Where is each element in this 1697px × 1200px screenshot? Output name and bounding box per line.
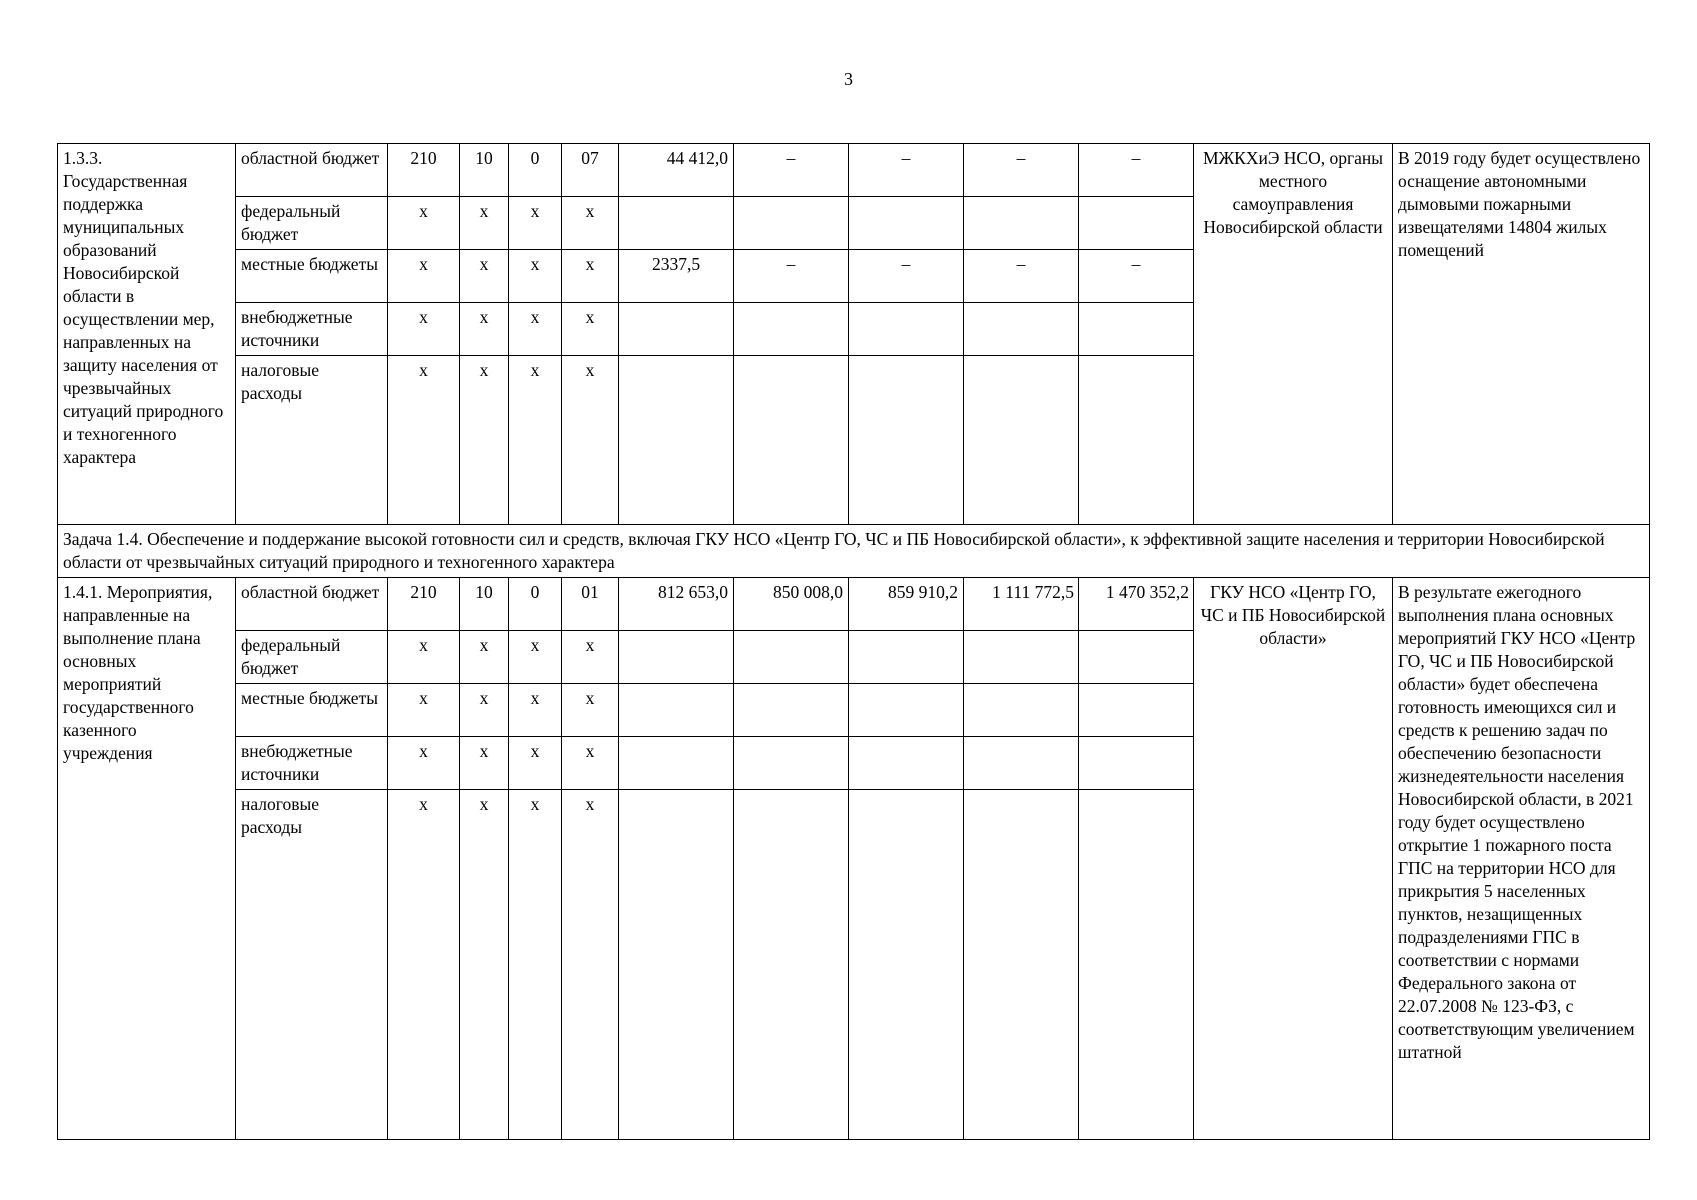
code-cell: х	[509, 303, 562, 356]
amount-cell	[849, 684, 964, 737]
funding-source: налоговые расходы	[236, 356, 388, 525]
code-cell: 01	[562, 578, 619, 631]
amount-cell: –	[964, 250, 1079, 303]
amount-cell	[619, 197, 734, 250]
code-cell: х	[509, 356, 562, 525]
code-cell: 10	[460, 578, 509, 631]
amount-cell	[849, 790, 964, 1140]
amount-cell	[964, 197, 1079, 250]
amount-cell	[734, 356, 849, 525]
executor-cell: ГКУ НСО «Центр ГО, ЧС и ПБ Новосибирской области»	[1194, 578, 1393, 1140]
amount-cell	[964, 631, 1079, 684]
code-cell: х	[460, 631, 509, 684]
code-cell: х	[460, 356, 509, 525]
code-cell: х	[562, 684, 619, 737]
funding-source: местные бюджеты	[236, 684, 388, 737]
code-cell: х	[509, 684, 562, 737]
funding-source: областной бюджет	[236, 144, 388, 197]
code-cell: х	[460, 197, 509, 250]
amount-cell: –	[1079, 250, 1194, 303]
amount-cell	[619, 631, 734, 684]
amount-cell	[734, 197, 849, 250]
amount-cell	[1079, 303, 1194, 356]
amount-cell	[1079, 356, 1194, 525]
funding-source: внебюджетные источники	[236, 737, 388, 790]
amount-cell: –	[849, 144, 964, 197]
code-cell: х	[562, 250, 619, 303]
amount-cell	[619, 303, 734, 356]
amount-cell	[964, 684, 1079, 737]
code-cell: х	[562, 197, 619, 250]
code-cell: х	[388, 197, 460, 250]
code-cell: х	[388, 737, 460, 790]
funding-source: областной бюджет	[236, 578, 388, 631]
amount-cell	[734, 631, 849, 684]
code-cell: х	[562, 303, 619, 356]
activity-name: 1.4.1. Мероприятия, направленные на выполнение плана основных мероприятий государственного казенного учреждения	[58, 578, 236, 1140]
funding-source: федеральный бюджет	[236, 631, 388, 684]
amount-cell	[1079, 684, 1194, 737]
amount-cell: 2337,5	[619, 250, 734, 303]
code-cell: х	[460, 250, 509, 303]
amount-cell: 812 653,0	[619, 578, 734, 631]
amount-cell	[1079, 631, 1194, 684]
amount-cell	[964, 303, 1079, 356]
funding-source: федеральный бюджет	[236, 197, 388, 250]
amount-cell	[849, 356, 964, 525]
amount-cell	[619, 790, 734, 1140]
amount-cell: 44 412,0	[619, 144, 734, 197]
code-cell: 10	[460, 144, 509, 197]
code-cell: х	[388, 250, 460, 303]
amount-cell: 850 008,0	[734, 578, 849, 631]
amount-cell: 1 470 352,2	[1079, 578, 1194, 631]
amount-cell	[964, 356, 1079, 525]
executor-cell: МЖКХиЭ НСО, органы местного самоуправления Новосибирской области	[1194, 144, 1393, 525]
amount-cell	[1079, 737, 1194, 790]
funding-source: внебюджетные источники	[236, 303, 388, 356]
code-cell: х	[460, 303, 509, 356]
code-cell: 0	[509, 144, 562, 197]
amount-cell: 859 910,2	[849, 578, 964, 631]
code-cell: х	[509, 250, 562, 303]
amount-cell: –	[1079, 144, 1194, 197]
code-cell: х	[509, 790, 562, 1140]
amount-cell	[619, 684, 734, 737]
code-cell: х	[460, 737, 509, 790]
amount-cell	[734, 684, 849, 737]
code-cell: 210	[388, 144, 460, 197]
code-cell: 07	[562, 144, 619, 197]
funding-source: налоговые расходы	[236, 790, 388, 1140]
amount-cell: –	[849, 250, 964, 303]
result-cell: В 2019 году будет осуществлено оснащение автономными дымовыми пожарными извещателями 14804 жилых помещений	[1393, 144, 1650, 525]
amount-cell	[964, 737, 1079, 790]
program-activities-table	[57, 143, 1650, 1140]
amount-cell	[734, 303, 849, 356]
code-cell: х	[388, 790, 460, 1140]
code-cell: 210	[388, 578, 460, 631]
funding-source: местные бюджеты	[236, 250, 388, 303]
code-cell: х	[388, 684, 460, 737]
code-cell: 0	[509, 578, 562, 631]
amount-cell	[849, 737, 964, 790]
amount-cell: 1 111 772,5	[964, 578, 1079, 631]
code-cell: х	[562, 356, 619, 525]
task-heading: Задача 1.4. Обеспечение и поддержание высокой готовности сил и средств, включая ГКУ НСО «Центр ГО, ЧС и ПБ Новосибирской области», к эффективной защите населения и территории Новосибирской области от чрезвычайных ситуаций природного и техногенного характера	[58, 525, 1650, 578]
table-row	[58, 578, 1650, 631]
amount-cell	[734, 790, 849, 1140]
activity-name: 1.3.3. Государственная поддержка муниципальных образований Новосибирской области в осуществлении мер, направленных на защиту населения от чрезвычайных ситуаций природного и техногенного характера	[58, 144, 236, 525]
page-number: 3	[844, 69, 853, 89]
amount-cell: –	[734, 144, 849, 197]
amount-cell: –	[734, 250, 849, 303]
amount-cell	[1079, 197, 1194, 250]
code-cell: х	[562, 737, 619, 790]
code-cell: х	[460, 684, 509, 737]
amount-cell	[849, 197, 964, 250]
code-cell: х	[388, 631, 460, 684]
amount-cell	[849, 631, 964, 684]
code-cell: х	[562, 631, 619, 684]
amount-cell	[849, 303, 964, 356]
code-cell: х	[460, 790, 509, 1140]
task-row	[58, 525, 1650, 578]
code-cell: х	[509, 631, 562, 684]
code-cell: х	[388, 356, 460, 525]
table-row	[58, 144, 1650, 197]
amount-cell: –	[964, 144, 1079, 197]
code-cell: х	[562, 790, 619, 1140]
amount-cell	[1079, 790, 1194, 1140]
code-cell: х	[388, 303, 460, 356]
result-cell: В результате ежегодного выполнения плана основных мероприятий ГКУ НСО «Центр ГО, ЧС и ПБ Новосибирской области» будет обеспечена готовность имеющихся сил и средств к решению задач по обеспечению безопасности жизнедеятельности населения Новосибирской области, в 2021 году будет осуществлено открытие 1 пожарного поста ГПС на территории НСО для прикрытия 5 населенных пунктов, незащищенных подразделениями ГПС в соответствии с нормами Федерального закона от 22.07.2008 № 123-ФЗ, с соответствующим увеличением штатной	[1393, 578, 1650, 1140]
amount-cell	[964, 790, 1079, 1140]
amount-cell	[619, 737, 734, 790]
code-cell: х	[509, 737, 562, 790]
amount-cell	[734, 737, 849, 790]
code-cell: х	[509, 197, 562, 250]
amount-cell	[619, 356, 734, 525]
